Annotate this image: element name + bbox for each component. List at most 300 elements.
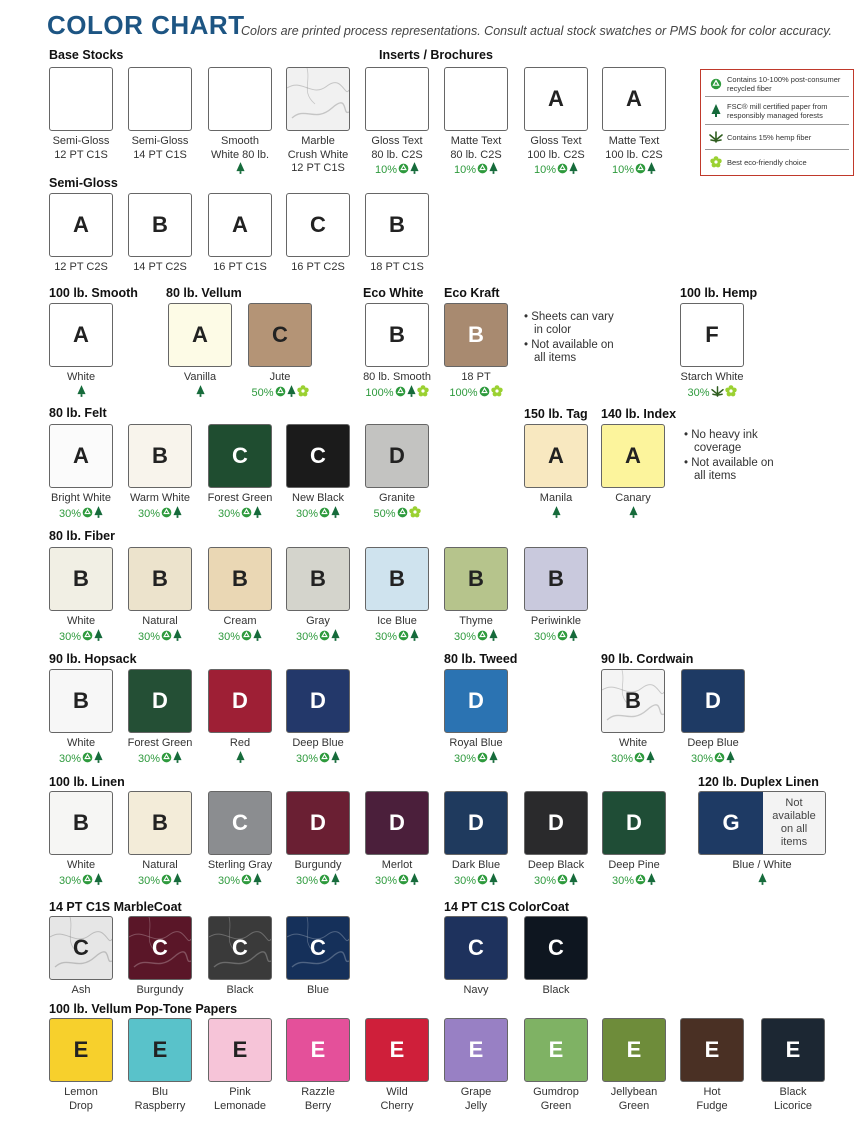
section-heading: 90 lb. Hopsack xyxy=(49,652,137,666)
recycled-percent: 30% xyxy=(217,507,241,520)
swatch-label: Semi-Gloss 14 PT C1S xyxy=(131,135,189,161)
swatch-80-lb-felt-warm-white xyxy=(128,424,192,488)
swatch-label: Black xyxy=(542,984,570,996)
recycled-percent: 30% xyxy=(533,630,557,643)
swatch-100-lb-vellum-pop-tone-papers-hot xyxy=(680,1018,744,1082)
recycled-percent: 30% xyxy=(137,874,161,887)
section-heading: 150 lb. Tag xyxy=(524,407,588,421)
recycle-icon xyxy=(477,752,488,767)
swatch-label: Gumdrop Green xyxy=(533,1086,579,1112)
legend-row xyxy=(705,125,849,150)
swatch-label: Blu Raspberry xyxy=(134,1086,186,1112)
section-heading: 80 lb. Felt xyxy=(49,406,107,420)
swatch-14-pt-c1s-marblecoat-blue xyxy=(286,916,350,980)
swatch-label: Bright White xyxy=(51,492,111,504)
grade-letter: B xyxy=(152,566,168,591)
recycle-icon xyxy=(635,163,646,178)
recycled-percent: 30% xyxy=(58,630,82,643)
recycled-percent: 30% xyxy=(533,874,557,887)
note-text: Not available on all items xyxy=(531,339,614,364)
recycle-icon xyxy=(82,507,93,522)
swatch-label: White xyxy=(66,371,96,383)
recycled-percent: 30% xyxy=(610,752,634,765)
swatch-100-lb-vellum-pop-tone-papers-lemon xyxy=(49,1018,113,1082)
section-heading: 14 PT C1S ColorCoat xyxy=(444,900,570,914)
swatch-80-lb-felt-new-black xyxy=(286,424,350,488)
swatch-semi-gloss-14-pt-c2s xyxy=(128,193,192,257)
swatch-inserts-brochures-gloss-text xyxy=(524,67,588,131)
swatch-label: Matte Text 100 lb. C2S xyxy=(605,135,663,161)
swatch-label: Red xyxy=(229,737,251,749)
grade-letter: E xyxy=(548,1037,564,1062)
swatch-label: Lemon Drop xyxy=(64,1086,98,1112)
grade-letter: B xyxy=(232,566,248,591)
grade-letter: D xyxy=(705,688,721,713)
swatch-100-lb-vellum-pop-tone-papers-wild xyxy=(365,1018,429,1082)
grade-letter: B xyxy=(152,443,168,468)
grade-letter: B xyxy=(389,212,405,237)
swatch-label: Burgundy xyxy=(136,984,184,996)
swatch-14-pt-c1s-marblecoat-burgundy xyxy=(128,916,192,980)
recycle-icon xyxy=(319,507,330,522)
recycle-icon xyxy=(398,630,409,645)
swatch-label: Deep Blue xyxy=(687,737,739,749)
swatch-inserts-brochures-matte-text xyxy=(602,67,666,131)
swatch-150-lb-tag-manila xyxy=(524,424,588,488)
grade-letter: C xyxy=(468,935,484,960)
swatch-label: Gloss Text 100 lb. C2S xyxy=(527,135,585,161)
section-heading: 120 lb. Duplex Linen xyxy=(698,775,819,789)
swatch-100-lb-vellum-pop-tone-papers-razzle xyxy=(286,1018,350,1082)
swatch-label: Deep Blue xyxy=(292,737,344,749)
section-heading: Eco White xyxy=(363,286,424,300)
recycle-icon xyxy=(479,386,490,401)
recycled-percent: 30% xyxy=(137,507,161,520)
grade-letter: D xyxy=(152,688,168,713)
recycled-percent: 30% xyxy=(295,507,319,520)
legend-row xyxy=(705,97,849,125)
section-heading: 100 lb. Smooth xyxy=(49,286,138,300)
swatch-label: Warm White xyxy=(129,492,191,504)
recycle-icon xyxy=(477,874,488,889)
swatch-label: Pink Lemonade xyxy=(214,1086,266,1112)
swatch-base-stocks-marble xyxy=(286,67,350,131)
eco-badges xyxy=(270,751,366,767)
swatch-100-lb-linen-sterling-gray xyxy=(208,791,272,855)
recycle-icon xyxy=(161,630,172,645)
tree-icon xyxy=(94,629,103,645)
swatch-80-lb-fiber-thyme xyxy=(444,547,508,611)
swatch-80-lb-fiber-gray xyxy=(286,547,350,611)
swatch-90-lb-hopsack-forest-green xyxy=(128,669,192,733)
swatch-label: White xyxy=(618,737,648,749)
tree-icon xyxy=(236,751,245,767)
swatch-label: Periwinkle xyxy=(530,615,582,627)
swatch-label: 80 lb. Smooth xyxy=(363,371,431,383)
swatch-100-lb-linen-deep-black xyxy=(524,791,588,855)
tree-icon xyxy=(646,751,655,767)
recycled-percent: 10% xyxy=(611,164,635,176)
recycle-icon xyxy=(398,874,409,889)
swatch-label: Forest Green xyxy=(207,492,273,504)
hemp-leaf-icon xyxy=(705,131,727,143)
grade-letter: A xyxy=(548,86,564,111)
swatch-80-lb-fiber-natural xyxy=(128,547,192,611)
swatch-label: Deep Black xyxy=(527,859,585,871)
swatch-label: Thyme xyxy=(459,615,493,627)
eco-badges xyxy=(664,385,760,401)
grade-letter: D xyxy=(548,810,564,835)
legend-text: Best eco-friendly choice xyxy=(727,157,807,167)
recycled-percent: 30% xyxy=(58,507,82,520)
grade-letter: A xyxy=(625,443,641,468)
swatch-base-stocks-semi-gloss xyxy=(128,67,192,131)
swatch-base-stocks-smooth xyxy=(208,67,272,131)
eco-badges xyxy=(232,385,328,401)
swatch-label: Merlot xyxy=(381,859,413,871)
grade-letter: B xyxy=(468,322,484,347)
page-title: COLOR CHART xyxy=(47,10,245,40)
tree-icon xyxy=(331,751,340,767)
swatch-100-lb-linen-merlot xyxy=(365,791,429,855)
swatch-label: Sterling Gray xyxy=(207,859,273,871)
tree-icon xyxy=(331,506,340,522)
recycled-percent: 100% xyxy=(449,386,478,399)
swatch-semi-gloss-16-pt-c1s xyxy=(208,193,272,257)
grade-letter: D xyxy=(468,810,484,835)
grade-letter: C xyxy=(310,443,326,468)
recycled-percent: 30% xyxy=(295,630,319,643)
tree-icon xyxy=(173,629,182,645)
recycle-icon xyxy=(82,630,93,645)
eco-badges xyxy=(586,162,682,178)
swatch-label: Gloss Text 80 lb. C2S xyxy=(371,135,423,161)
grade-letter: A xyxy=(73,443,89,468)
swatch-label: Jellybean Green xyxy=(610,1086,658,1112)
swatch-label: White xyxy=(66,859,96,871)
recycled-percent: 30% xyxy=(58,874,82,887)
grade-letter: A xyxy=(548,443,564,468)
swatch-100-lb-linen-natural xyxy=(128,791,192,855)
section-heading: 80 lb. Vellum xyxy=(166,286,242,300)
grade-letter: A xyxy=(232,212,248,237)
swatch-80-lb-tweed-royal-blue xyxy=(444,669,508,733)
recycled-percent: 30% xyxy=(687,386,710,399)
recycle-icon xyxy=(397,507,408,522)
recycled-percent: 10% xyxy=(453,164,477,176)
recycle-icon xyxy=(82,874,93,889)
swatch-label: Semi-Gloss 12 PT C1S xyxy=(52,135,110,161)
recycle-icon xyxy=(161,752,172,767)
swatch-100-lb-vellum-pop-tone-papers-gumdrop xyxy=(524,1018,588,1082)
swatch-80-lb-vellum-vanilla xyxy=(168,303,232,367)
swatch-90-lb-cordwain-deep-blue xyxy=(681,669,745,733)
eco-badges xyxy=(428,751,524,767)
tree-icon xyxy=(173,751,182,767)
swatch-label: Canary xyxy=(615,492,651,504)
swatch-label: Jute xyxy=(269,371,291,383)
grade-letter: E xyxy=(468,1037,484,1062)
tree-icon xyxy=(410,873,419,889)
swatch-label: Natural xyxy=(142,615,178,627)
swatch-label: Razzle Berry xyxy=(301,1086,335,1112)
recycle-icon xyxy=(557,630,568,645)
swatch-inserts-brochures-matte-text xyxy=(444,67,508,131)
eco-badges xyxy=(508,629,604,645)
swatch-80-lb-vellum-jute xyxy=(248,303,312,367)
grade-letter: A xyxy=(192,322,208,347)
swatch-label: Blue / White xyxy=(732,859,792,871)
grade-letter: C xyxy=(548,935,564,960)
legend-row xyxy=(705,150,849,174)
swatch-inserts-brochures-gloss-text xyxy=(365,67,429,131)
eco-legend xyxy=(700,69,854,176)
swatch-label: Forest Green xyxy=(127,737,193,749)
recycle-icon xyxy=(705,78,727,90)
eco-kraft-notes: • Sheets can vary in color • Not available on all items xyxy=(524,311,614,364)
recycled-percent: 30% xyxy=(217,630,241,643)
swatch-100-lb-linen-burgundy xyxy=(286,791,350,855)
eco-badges xyxy=(665,751,761,767)
recycle-icon xyxy=(398,163,409,178)
grade-letter: G xyxy=(722,810,740,835)
recycle-icon xyxy=(275,386,286,401)
eco-badges xyxy=(585,506,681,522)
grade-letter: E xyxy=(626,1037,642,1062)
grade-letter: C xyxy=(272,322,288,347)
tree-icon xyxy=(758,873,767,889)
grade-letter: B xyxy=(468,566,484,591)
section-heading: 100 lb. Hemp xyxy=(680,286,758,300)
grade-letter: F xyxy=(705,322,719,347)
grade-letter: E xyxy=(310,1037,326,1062)
swatch-base-stocks-semi-gloss xyxy=(49,67,113,131)
tree-icon xyxy=(253,629,262,645)
eco-badges xyxy=(349,506,445,522)
page-subtitle: Colors are printed process representations. Consult actual stock swatches or PMS book for color accuracy. xyxy=(241,24,833,38)
swatch-100-lb-linen-white xyxy=(49,791,113,855)
recycle-icon xyxy=(395,386,406,401)
swatch-label: White xyxy=(66,737,96,749)
note-text: Not available on all items xyxy=(691,457,774,482)
grade-letter: B xyxy=(310,566,326,591)
tree-icon xyxy=(331,629,340,645)
recycled-percent: 30% xyxy=(453,630,477,643)
tree-icon xyxy=(629,506,638,522)
swatch-semi-gloss-16-pt-c2s xyxy=(286,193,350,257)
swatch-80-lb-fiber-ice-blue xyxy=(365,547,429,611)
recycled-percent: 10% xyxy=(374,164,398,176)
grade-letter: A xyxy=(73,322,89,347)
tree-icon xyxy=(489,751,498,767)
grade-letter: B xyxy=(389,322,405,347)
swatch-100-lb-vellum-pop-tone-papers-jellybean xyxy=(602,1018,666,1082)
swatch-side-note: Not available on all items xyxy=(763,792,825,854)
swatch-semi-gloss-12-pt-c2s xyxy=(49,193,113,257)
swatch-80-lb-fiber-cream xyxy=(208,547,272,611)
grade-letter: C xyxy=(310,212,326,237)
swatch-100-lb-vellum-pop-tone-papers-grape xyxy=(444,1018,508,1082)
tree-icon xyxy=(569,629,578,645)
swatch-label: Navy xyxy=(463,984,489,996)
tree-icon xyxy=(489,873,498,889)
grade-letter: E xyxy=(704,1037,720,1062)
grade-letter: C xyxy=(73,935,89,960)
swatch-label: Hot Fudge xyxy=(696,1086,728,1112)
swatch-label: Burgundy xyxy=(294,859,342,871)
section-heading: Eco Kraft xyxy=(444,286,500,300)
swatch-100-lb-linen-dark-blue xyxy=(444,791,508,855)
legend-text: FSC® mill certified paper from responsibly managed forests xyxy=(727,101,828,120)
eco-badges xyxy=(586,873,682,889)
grade-letter: C xyxy=(232,810,248,835)
swatch-14-pt-c1s-marblecoat-black xyxy=(208,916,272,980)
swatch-80-lb-felt-granite xyxy=(365,424,429,488)
swatch-label: Royal Blue xyxy=(449,737,503,749)
grade-letter: D xyxy=(310,688,326,713)
recycle-icon xyxy=(319,874,330,889)
grade-letter: D xyxy=(468,688,484,713)
swatch-14-pt-c1s-colorcoat-navy xyxy=(444,916,508,980)
swatch-label: Wild Cherry xyxy=(380,1086,414,1112)
swatch-eco-kraft-18-pt xyxy=(444,303,508,367)
grade-letter: B xyxy=(548,566,564,591)
tree-icon xyxy=(569,162,578,178)
recycled-percent: 30% xyxy=(374,630,398,643)
recycled-percent: 30% xyxy=(58,752,82,765)
grade-letter: E xyxy=(232,1037,248,1062)
tag-index-notes: • No heavy ink coverage • Not available on all items xyxy=(684,429,774,482)
recycled-percent: 30% xyxy=(137,630,161,643)
recycle-icon xyxy=(557,163,568,178)
tree-icon xyxy=(569,873,578,889)
grade-letter: B xyxy=(625,688,641,713)
section-heading: 90 lb. Cordwain xyxy=(601,652,694,666)
section-heading: Semi-Gloss xyxy=(49,176,118,190)
swatch-80-lb-fiber-periwinkle xyxy=(524,547,588,611)
grade-letter: D xyxy=(310,810,326,835)
section-heading: 140 lb. Index xyxy=(601,407,677,421)
grade-letter: D xyxy=(232,688,248,713)
flower-icon xyxy=(725,385,737,401)
grade-letter: E xyxy=(785,1037,801,1062)
swatch-label: Dark Blue xyxy=(451,859,501,871)
tree-icon xyxy=(331,873,340,889)
grade-letter: A xyxy=(73,212,89,237)
recycle-icon xyxy=(161,874,172,889)
swatch-100-lb-vellum-pop-tone-papers-black xyxy=(761,1018,825,1082)
swatch-label: Granite xyxy=(378,492,416,504)
swatch-100-lb-hemp-starch-white xyxy=(680,303,744,367)
tree-icon xyxy=(196,385,205,401)
swatch-14-pt-c1s-marblecoat-ash xyxy=(49,916,113,980)
swatch-90-lb-cordwain-white xyxy=(601,669,665,733)
grade-letter: E xyxy=(73,1037,89,1062)
eco-badges xyxy=(428,385,524,401)
tree-icon xyxy=(94,873,103,889)
swatch-label: Manila xyxy=(539,492,573,504)
hemp-leaf-icon xyxy=(711,386,724,401)
swatch-label: 14 PT C2S xyxy=(133,261,187,273)
recycle-icon xyxy=(319,630,330,645)
swatch-label: Marble Crush White 12 PT C1S xyxy=(287,135,349,174)
recycle-icon xyxy=(161,507,172,522)
recycled-percent: 50% xyxy=(373,507,396,520)
note-text: No heavy ink coverage xyxy=(691,429,758,454)
grade-letter: C xyxy=(232,935,248,960)
tree-icon xyxy=(94,506,103,522)
swatch-eco-white-80-lb-smooth xyxy=(365,303,429,367)
grade-letter: B xyxy=(389,566,405,591)
section-heading: 100 lb. Vellum Pop-Tone Papers xyxy=(49,1002,238,1016)
flower-icon xyxy=(297,385,309,401)
recycle-icon xyxy=(477,163,488,178)
tree-icon xyxy=(410,162,419,178)
grade-letter: B xyxy=(73,810,89,835)
section-heading: 80 lb. Fiber xyxy=(49,529,115,543)
recycle-icon xyxy=(241,874,252,889)
grade-letter: B xyxy=(152,810,168,835)
swatch-label: Gray xyxy=(306,615,330,627)
tree-icon xyxy=(726,751,735,767)
tree-icon xyxy=(253,506,262,522)
grade-letter: D xyxy=(389,810,405,835)
swatch-label: Vanilla xyxy=(183,371,217,383)
swatch-label: Deep Pine xyxy=(608,859,660,871)
swatch-label: Ash xyxy=(71,984,91,996)
swatch-100-lb-linen-deep-pine xyxy=(602,791,666,855)
swatch-label: Blue xyxy=(306,984,330,996)
swatch-90-lb-hopsack-deep-blue xyxy=(286,669,350,733)
swatch-140-lb-index-canary xyxy=(601,424,665,488)
legend-row xyxy=(705,72,849,97)
swatch-label: Grape Jelly xyxy=(460,1086,492,1112)
swatch-90-lb-hopsack-white xyxy=(49,669,113,733)
recycled-percent: 30% xyxy=(453,874,477,887)
grade-letter: E xyxy=(152,1037,168,1062)
swatch-100-lb-vellum-pop-tone-papers-pink xyxy=(208,1018,272,1082)
flower-icon xyxy=(491,385,503,401)
grade-letter: A xyxy=(626,86,642,111)
swatch-label: 16 PT C1S xyxy=(213,261,267,273)
swatch-label: Smooth White 80 lb. xyxy=(210,135,270,161)
grade-letter: B xyxy=(152,212,168,237)
swatch-label: Matte Text 80 lb. C2S xyxy=(450,135,502,161)
section-heading: 80 lb. Tweed xyxy=(444,652,518,666)
tree-icon xyxy=(489,162,498,178)
grade-letter: D xyxy=(389,443,405,468)
swatch-label: New Black xyxy=(292,492,344,504)
swatch-label: Black Licorice xyxy=(774,1086,812,1112)
recycle-icon xyxy=(634,752,645,767)
grade-letter: E xyxy=(389,1037,405,1062)
swatch-90-lb-hopsack-red xyxy=(208,669,272,733)
swatch-label: Black xyxy=(226,984,254,996)
swatch-label: 16 PT C2S xyxy=(291,261,345,273)
legend-text: Contains 15% hemp fiber xyxy=(727,132,812,142)
recycle-icon xyxy=(82,752,93,767)
swatch-label: 18 PT xyxy=(461,371,491,383)
recycled-percent: 30% xyxy=(137,752,161,765)
tree-icon xyxy=(77,385,86,401)
flower-icon xyxy=(705,156,727,168)
section-heading: Base Stocks xyxy=(49,48,124,62)
tree-icon xyxy=(489,629,498,645)
recycled-percent: 30% xyxy=(374,874,398,887)
swatch-label: 18 PT C1S xyxy=(370,261,424,273)
recycled-percent: 10% xyxy=(533,164,557,176)
recycled-percent: 30% xyxy=(217,874,241,887)
